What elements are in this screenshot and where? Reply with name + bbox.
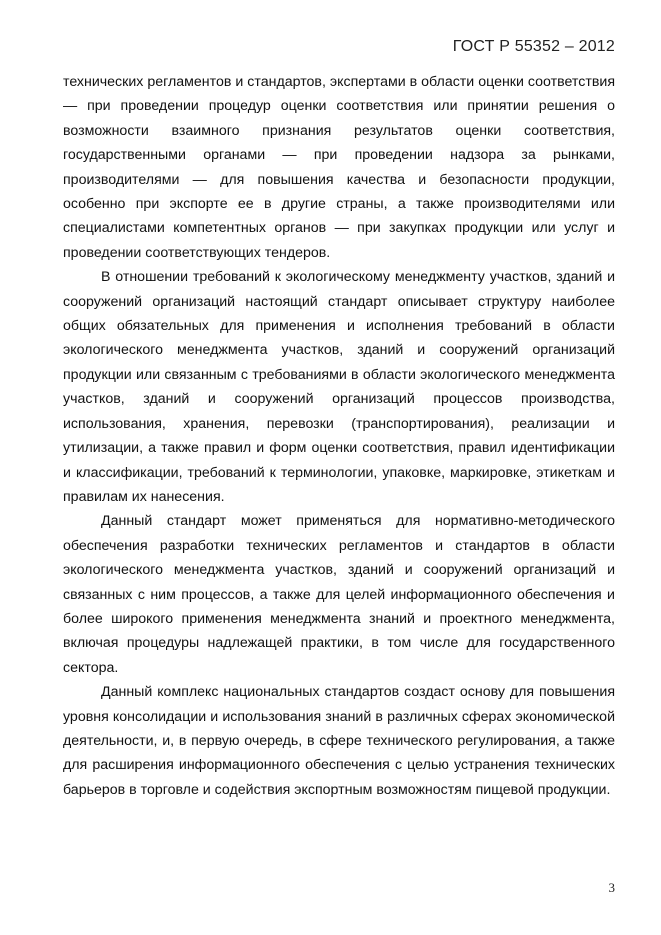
document-body <box>63 70 615 802</box>
paragraph-standards-complex: Данный комплекс национальных стандартов создаст основу для повышения уровня консолидации и использования знаний в различных сферах экономической деятельности, и, в первую очередь, в сфере технического регулирования, а также для расширения информационного обеспечения с целью устранения технических барьеров в торговле и содействия экспортным возможностям пищевой продукции. <box>63 684 615 798</box>
paragraph-standard-application: Данный стандарт может применяться для нормативно-методического обеспечения разработки технических регламентов и стандартов в области экологического менеджмента участков, зданий и сооружений организаций и связанных с ним процессов, а также для целей информационного обеспечения и более широкого применения менеджмента знаний и проектного менеджмента, включая процедуры надлежащей практики, в том числе для государственного сектора. <box>63 513 615 676</box>
standard-code-header: ГОСТ Р 55352 – 2012 <box>452 38 615 55</box>
paragraph-continuation: технических регламентов и стандартов, экспертами в области оценки соответствия — при проведении процедур оценки соответствия или принятии решения о возможности взаимного признания результатов оценки соответствия, государственными органами — при проведении надзора за рынками, производителями — для повышения качества и безопасности продукции, особенно при экспорте ее в другие страны, а также производителями или специалистами компетентных органов — при закупках продукции или услуг и проведении соответствующих тендеров. <box>63 74 615 261</box>
page-number: 3 <box>608 880 615 895</box>
paragraph-environmental-requirements: В отношении требований к экологическому менеджменту участков, зданий и сооружений организаций настоящий стандарт описывает структуру наиболее общих обязательных для применения и исполнения требований в области экологического менеджмента участков, зданий и сооружений организаций продукции или связанным с требованиями в области экологического менеджмента участков, зданий и сооружений организаций процессов производства, использования, хранения, перевозки (транспортирования), реализации и утилизации, а также правил и форм оценки соответствия, правил идентификации и классификации, требований к терминологии, упаковке, маркировке, этикеткам и правилам их нанесения. <box>63 269 615 505</box>
